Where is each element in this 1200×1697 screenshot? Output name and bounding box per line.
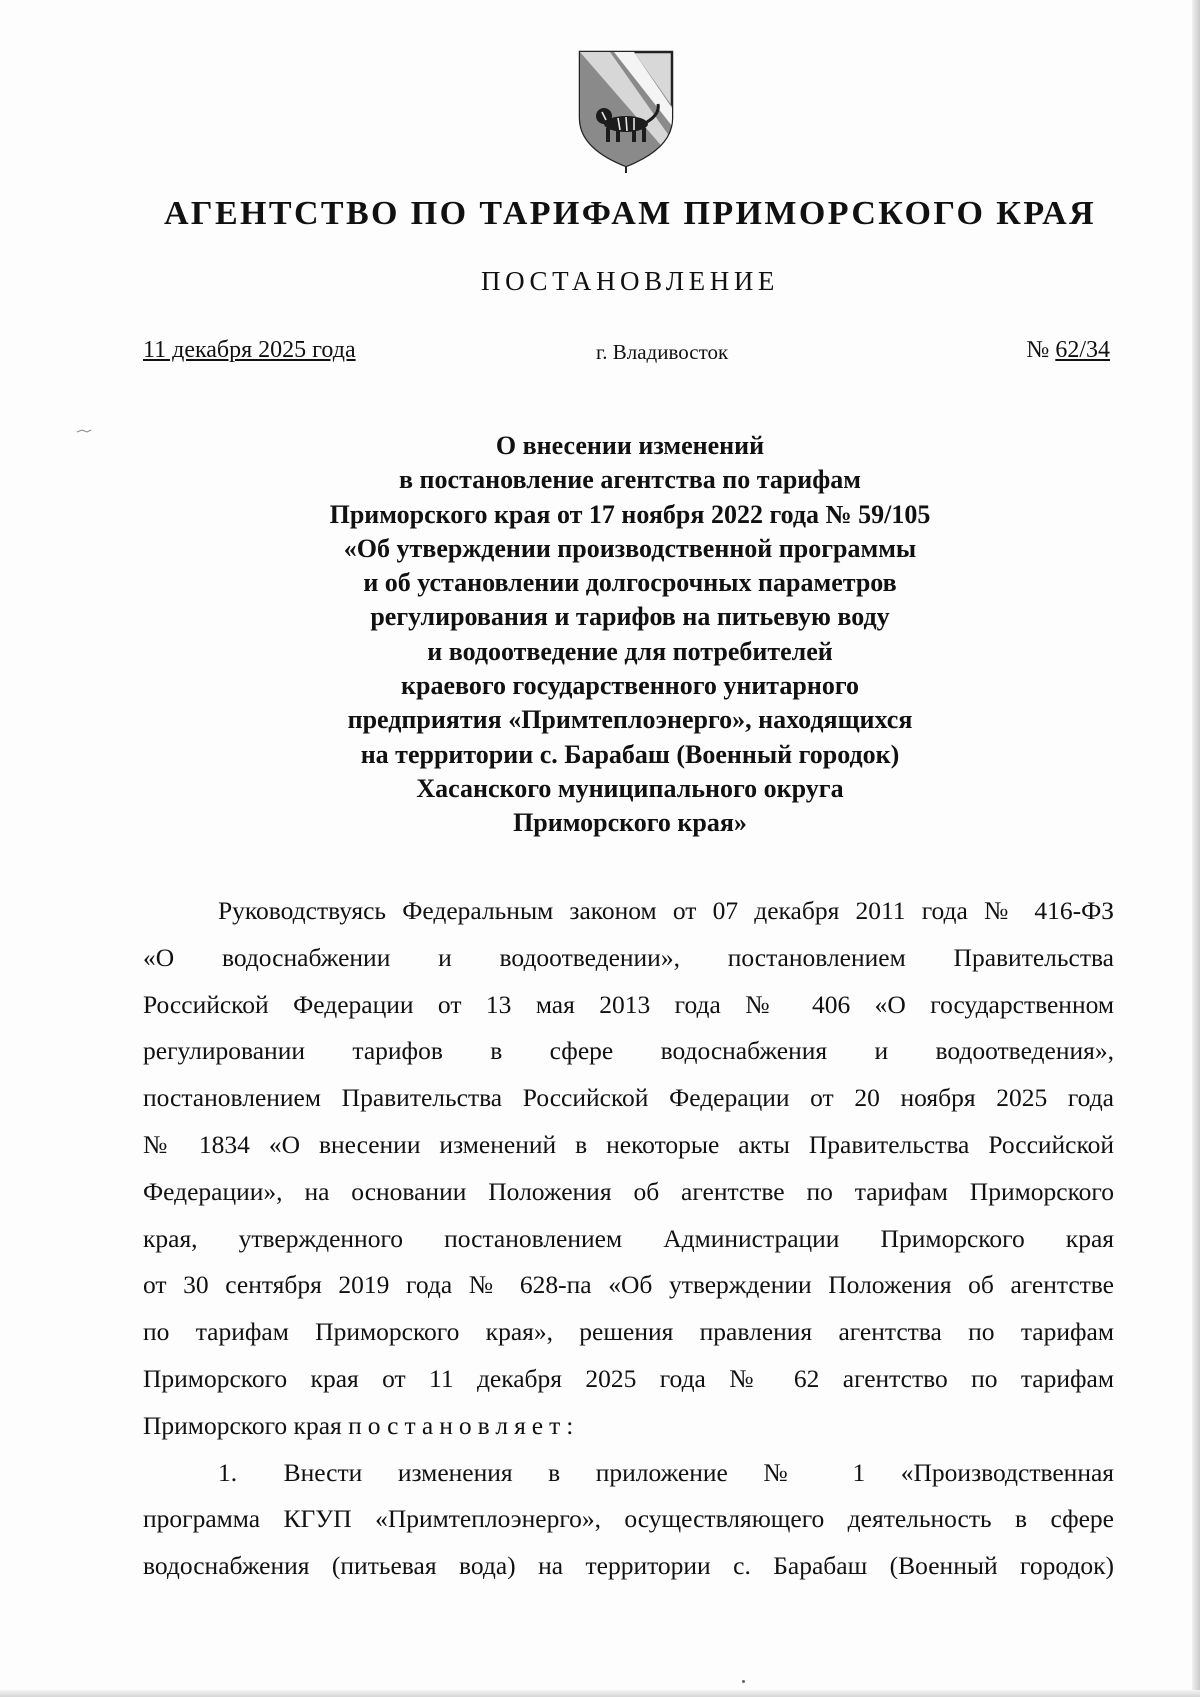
heading-line: Приморского края» — [513, 808, 747, 838]
body-line: программа КГУП «Примтеплоэнерго», осуществляющего деятельность в сфере — [143, 1504, 1114, 1534]
coat-of-arms-icon — [574, 48, 678, 173]
body-line: постановлением Правительства Российской Федерации от 20 ноября 2025 года — [143, 1083, 1114, 1113]
document-heading — [230, 429, 1030, 841]
resolves-word: постановляет: — [348, 1410, 580, 1440]
body-line: Руководствуясь Федеральным законом от 07 декабря 2011 года № 416-ФЗ — [218, 896, 1114, 925]
body-line: Российской Федерации от 13 мая 2013 года № 406 «О государственном — [143, 989, 1114, 1019]
document-number-prefix: № — [1026, 337, 1056, 363]
document-date: 11 декабря 2025 года — [143, 337, 356, 363]
heading-line: и об установлении долгосрочных параметров — [363, 568, 897, 598]
heading-line: регулирования и тарифов на питьевую воду — [370, 602, 890, 632]
page-edge-shadow — [1192, 0, 1200, 1697]
scan-dot — [742, 1680, 745, 1683]
heading-line: в постановление агентства по тарифам — [399, 465, 861, 495]
item-number: 1. — [218, 1457, 238, 1487]
body-line: Федерации», на основании Положения об агентстве по тарифам Приморского — [143, 1176, 1114, 1206]
body-line: «О водоснабжении и водоотведении», постановлением Правительства — [143, 942, 1114, 972]
body-line: № 1834 «О внесении изменений в некоторые акты Правительства Российской — [143, 1129, 1114, 1159]
item-1-first-line: Внести изменения в приложение № 1 «Производственная — [283, 1457, 1115, 1487]
body-line: края, утвержденного постановлением Администрации Приморского края — [143, 1223, 1114, 1253]
document-number-value: 62/34 — [1055, 337, 1110, 363]
heading-line: предприятия «Примтеплоэнерго», находящихся — [347, 705, 913, 735]
body-line: водоснабжения (питьевая вода) на территории с. Барабаш (Военный городок) — [143, 1551, 1114, 1581]
body-line: от 30 сентября 2019 года № 628-па «Об утверждении Положения об агентстве — [143, 1270, 1114, 1300]
heading-line: Приморского края от 17 ноября 2022 года № 59/105 — [329, 499, 931, 529]
body-line: Приморского края от 11 декабря 2025 года № 62 агентство по тарифам — [143, 1363, 1114, 1393]
document-city: г. Владивосток — [596, 340, 729, 364]
heading-line: на территории с. Барабаш (Военный городок) — [360, 739, 900, 769]
page-edge-shadow — [0, 1690, 1200, 1697]
body-line: регулировании тарифов в сфере водоснабжения и водоотведения», — [143, 1036, 1114, 1066]
heading-line: краевого государственного унитарного — [401, 671, 859, 701]
body-line: по тарифам Приморского края», решения правления агентства по тарифам — [143, 1317, 1114, 1347]
heading-line: «Об утверждении производственной программы — [343, 533, 917, 563]
heading-line: О внесении изменений — [495, 431, 765, 460]
document-type: ПОСТАНОВЛЕНИЕ — [480, 266, 780, 296]
scan-artifact — [76, 428, 92, 434]
agency-title: АГЕНТСТВО ПО ТАРИФАМ ПРИМОРСКОГО КРАЯ — [163, 195, 1097, 232]
heading-line: Хасанского муниципального округа — [416, 773, 844, 803]
item-1-paragraph — [143, 1450, 1114, 1590]
body-line — [143, 1403, 1114, 1450]
heading-line: и водоотведение для потребителей — [427, 636, 833, 666]
document-number — [1026, 337, 1110, 364]
preamble-closing-text: Приморского края — [143, 1410, 349, 1440]
body-line — [143, 1450, 1114, 1497]
document-body — [143, 888, 1114, 1590]
preamble-paragraph — [143, 888, 1114, 1450]
